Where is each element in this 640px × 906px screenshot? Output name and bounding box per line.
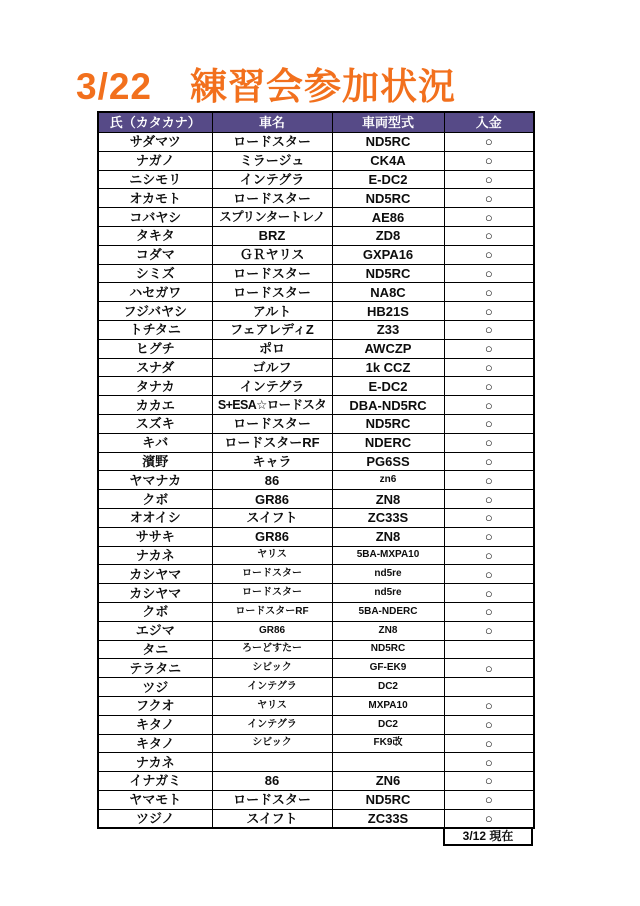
model-cell: NA8C <box>332 283 444 302</box>
table-row <box>98 396 534 415</box>
car-cell <box>212 753 332 772</box>
car-cell: ろーどすたー <box>212 640 332 659</box>
name-cell: ナカネ <box>98 753 212 772</box>
table-row <box>98 640 534 659</box>
model-cell: PG6SS <box>332 452 444 471</box>
name-cell: 濱野 <box>98 452 212 471</box>
table-row <box>98 245 534 264</box>
table-row <box>98 133 534 152</box>
table-row <box>98 734 534 753</box>
car-cell: GR86 <box>212 490 332 509</box>
header-name: 氏（カタカナ） <box>98 112 212 133</box>
paid-cell: ○ <box>444 283 534 302</box>
table-row <box>98 678 534 697</box>
model-cell: DC2 <box>332 678 444 697</box>
table-row <box>98 772 534 791</box>
paid-cell: ○ <box>444 396 534 415</box>
model-cell: ZD8 <box>332 226 444 245</box>
page-title: 3/22 練習会参加状況 <box>76 66 457 107</box>
paid-cell: ○ <box>444 339 534 358</box>
car-cell: フェアレディZ <box>212 320 332 339</box>
name-cell: テラタニ <box>98 659 212 678</box>
table-row <box>98 433 534 452</box>
car-cell: インテグラ <box>212 377 332 396</box>
paid-cell: ○ <box>444 170 534 189</box>
car-cell: インテグラ <box>212 678 332 697</box>
paid-cell: ○ <box>444 659 534 678</box>
name-cell: イナガミ <box>98 772 212 791</box>
name-cell: フクオ <box>98 696 212 715</box>
car-cell: ロードスターRF <box>212 433 332 452</box>
paid-cell: ○ <box>444 452 534 471</box>
table-row <box>98 715 534 734</box>
model-cell: 5BA-NDERC <box>332 602 444 621</box>
paid-cell: ○ <box>444 226 534 245</box>
table-row <box>98 508 534 527</box>
name-cell: ツジ <box>98 678 212 697</box>
model-cell: ZC33S <box>332 809 444 828</box>
model-cell: nd5re <box>332 565 444 584</box>
model-cell: ZN8 <box>332 527 444 546</box>
table-row <box>98 753 534 772</box>
name-cell: コダマ <box>98 245 212 264</box>
table-row <box>98 320 534 339</box>
model-cell: ND5RC <box>332 790 444 809</box>
paid-cell: ○ <box>444 734 534 753</box>
paid-cell <box>444 678 534 697</box>
model-cell: NDERC <box>332 433 444 452</box>
name-cell: ヤマモト <box>98 790 212 809</box>
table-row <box>98 208 534 227</box>
header-car: 車名 <box>212 112 332 133</box>
car-cell: アルト <box>212 302 332 321</box>
model-cell: AWCZP <box>332 339 444 358</box>
name-cell: ヒグチ <box>98 339 212 358</box>
table-row <box>98 226 534 245</box>
model-cell: GF-EK9 <box>332 659 444 678</box>
car-cell: スプリンタートレノ <box>212 208 332 227</box>
participants-tbody <box>98 133 534 829</box>
name-cell: タキタ <box>98 226 212 245</box>
model-cell: zn6 <box>332 471 444 490</box>
table-row <box>98 339 534 358</box>
name-cell: ニシモリ <box>98 170 212 189</box>
name-cell: サダマツ <box>98 133 212 152</box>
car-cell: 86 <box>212 772 332 791</box>
table-row <box>98 414 534 433</box>
table-header <box>98 112 534 133</box>
model-cell: DC2 <box>332 715 444 734</box>
paid-cell: ○ <box>444 809 534 828</box>
name-cell: ツジノ <box>98 809 212 828</box>
table-row <box>98 546 534 565</box>
car-cell: ロードスター <box>212 790 332 809</box>
name-cell: タナカ <box>98 377 212 396</box>
car-cell: 86 <box>212 471 332 490</box>
car-cell: ロードスター <box>212 189 332 208</box>
model-cell: 1k CCZ <box>332 358 444 377</box>
name-cell: カカエ <box>98 396 212 415</box>
car-cell: シビック <box>212 734 332 753</box>
model-cell: nd5re <box>332 584 444 603</box>
car-cell: ロードスター <box>212 133 332 152</box>
paid-cell: ○ <box>444 696 534 715</box>
model-cell: DBA-ND5RC <box>332 396 444 415</box>
paid-cell: ○ <box>444 790 534 809</box>
name-cell: オカモト <box>98 189 212 208</box>
header-model: 車両型式 <box>332 112 444 133</box>
table-row <box>98 565 534 584</box>
car-cell: ロードスター <box>212 283 332 302</box>
paid-cell: ○ <box>444 133 534 152</box>
car-cell: ロードスター <box>212 414 332 433</box>
table-row <box>98 377 534 396</box>
model-cell: Z33 <box>332 320 444 339</box>
table-row <box>98 452 534 471</box>
paid-cell: ○ <box>444 490 534 509</box>
paid-cell: ○ <box>444 584 534 603</box>
car-cell: ヤリス <box>212 696 332 715</box>
name-cell: クボ <box>98 602 212 621</box>
paid-cell: ○ <box>444 508 534 527</box>
paid-cell: ○ <box>444 546 534 565</box>
car-cell: インテグラ <box>212 715 332 734</box>
model-cell: ND5RC <box>332 640 444 659</box>
car-cell: GR86 <box>212 527 332 546</box>
model-cell: ND5RC <box>332 133 444 152</box>
table-row <box>98 170 534 189</box>
name-cell: タニ <box>98 640 212 659</box>
name-cell: コバヤシ <box>98 208 212 227</box>
paid-cell: ○ <box>444 602 534 621</box>
model-cell: ZN6 <box>332 772 444 791</box>
table-row <box>98 621 534 640</box>
name-cell: キタノ <box>98 734 212 753</box>
car-cell: ロードスター <box>212 584 332 603</box>
participants-table-container <box>97 111 535 846</box>
paid-cell: ○ <box>444 302 534 321</box>
name-cell: キバ <box>98 433 212 452</box>
table-row <box>98 151 534 170</box>
name-cell: ササキ <box>98 527 212 546</box>
name-cell: フジバヤシ <box>98 302 212 321</box>
table-row <box>98 659 534 678</box>
car-cell: スイフト <box>212 809 332 828</box>
table-row <box>98 471 534 490</box>
participants-table <box>97 111 535 829</box>
paid-cell: ○ <box>444 245 534 264</box>
paid-cell: ○ <box>444 208 534 227</box>
name-cell: エジマ <box>98 621 212 640</box>
car-cell: GR86 <box>212 621 332 640</box>
paid-cell: ○ <box>444 264 534 283</box>
car-cell: ロードスターRF <box>212 602 332 621</box>
name-cell: ナカネ <box>98 546 212 565</box>
paid-cell: ○ <box>444 772 534 791</box>
car-cell: ＧＲヤリス <box>212 245 332 264</box>
car-cell: BRZ <box>212 226 332 245</box>
name-cell: キタノ <box>98 715 212 734</box>
paid-cell: ○ <box>444 189 534 208</box>
model-cell: CK4A <box>332 151 444 170</box>
name-cell: ハセガワ <box>98 283 212 302</box>
paid-cell: ○ <box>444 471 534 490</box>
model-cell: ZC33S <box>332 508 444 527</box>
name-cell: トチタニ <box>98 320 212 339</box>
table-row <box>98 527 534 546</box>
table-row <box>98 358 534 377</box>
paid-cell: ○ <box>444 565 534 584</box>
car-cell: インテグラ <box>212 170 332 189</box>
model-cell: ZN8 <box>332 621 444 640</box>
table-row <box>98 790 534 809</box>
car-cell: シビック <box>212 659 332 678</box>
car-cell: ヤリス <box>212 546 332 565</box>
paid-cell: ○ <box>444 358 534 377</box>
table-row <box>98 302 534 321</box>
table-row <box>98 602 534 621</box>
table-row <box>98 809 534 828</box>
paid-cell: ○ <box>444 753 534 772</box>
paid-cell: ○ <box>444 377 534 396</box>
car-cell: S+ESA☆ロードスタ <box>212 396 332 415</box>
model-cell: FK9改 <box>332 734 444 753</box>
car-cell: スイフト <box>212 508 332 527</box>
car-cell: ミラージュ <box>212 151 332 170</box>
as-of-date-note: 3/12 現在 <box>443 829 533 846</box>
model-cell: AE86 <box>332 208 444 227</box>
name-cell: シミズ <box>98 264 212 283</box>
name-cell: カシヤマ <box>98 565 212 584</box>
model-cell: ND5RC <box>332 189 444 208</box>
name-cell: クボ <box>98 490 212 509</box>
model-cell: GXPA16 <box>332 245 444 264</box>
header-payment: 入金 <box>444 112 534 133</box>
name-cell: ヤマナカ <box>98 471 212 490</box>
model-cell: HB21S <box>332 302 444 321</box>
header-row <box>98 112 534 133</box>
model-cell <box>332 753 444 772</box>
car-cell: ロードスター <box>212 264 332 283</box>
name-cell: オオイシ <box>98 508 212 527</box>
paid-cell: ○ <box>444 715 534 734</box>
paid-cell: ○ <box>444 621 534 640</box>
table-row <box>98 264 534 283</box>
model-cell: ND5RC <box>332 264 444 283</box>
name-cell: スズキ <box>98 414 212 433</box>
paid-cell <box>444 640 534 659</box>
table-row <box>98 696 534 715</box>
paid-cell: ○ <box>444 320 534 339</box>
car-cell: ゴルフ <box>212 358 332 377</box>
paid-cell: ○ <box>444 414 534 433</box>
car-cell: ポロ <box>212 339 332 358</box>
model-cell: E-DC2 <box>332 377 444 396</box>
model-cell: ND5RC <box>332 414 444 433</box>
model-cell: E-DC2 <box>332 170 444 189</box>
table-row <box>98 490 534 509</box>
table-row <box>98 283 534 302</box>
model-cell: ZN8 <box>332 490 444 509</box>
model-cell: 5BA-MXPA10 <box>332 546 444 565</box>
name-cell: カシヤマ <box>98 584 212 603</box>
name-cell: スナダ <box>98 358 212 377</box>
model-cell: MXPA10 <box>332 696 444 715</box>
paid-cell: ○ <box>444 151 534 170</box>
car-cell: キャラ <box>212 452 332 471</box>
car-cell: ロードスター <box>212 565 332 584</box>
table-row <box>98 584 534 603</box>
paid-cell: ○ <box>444 527 534 546</box>
paid-cell: ○ <box>444 433 534 452</box>
name-cell: ナガノ <box>98 151 212 170</box>
table-row <box>98 189 534 208</box>
